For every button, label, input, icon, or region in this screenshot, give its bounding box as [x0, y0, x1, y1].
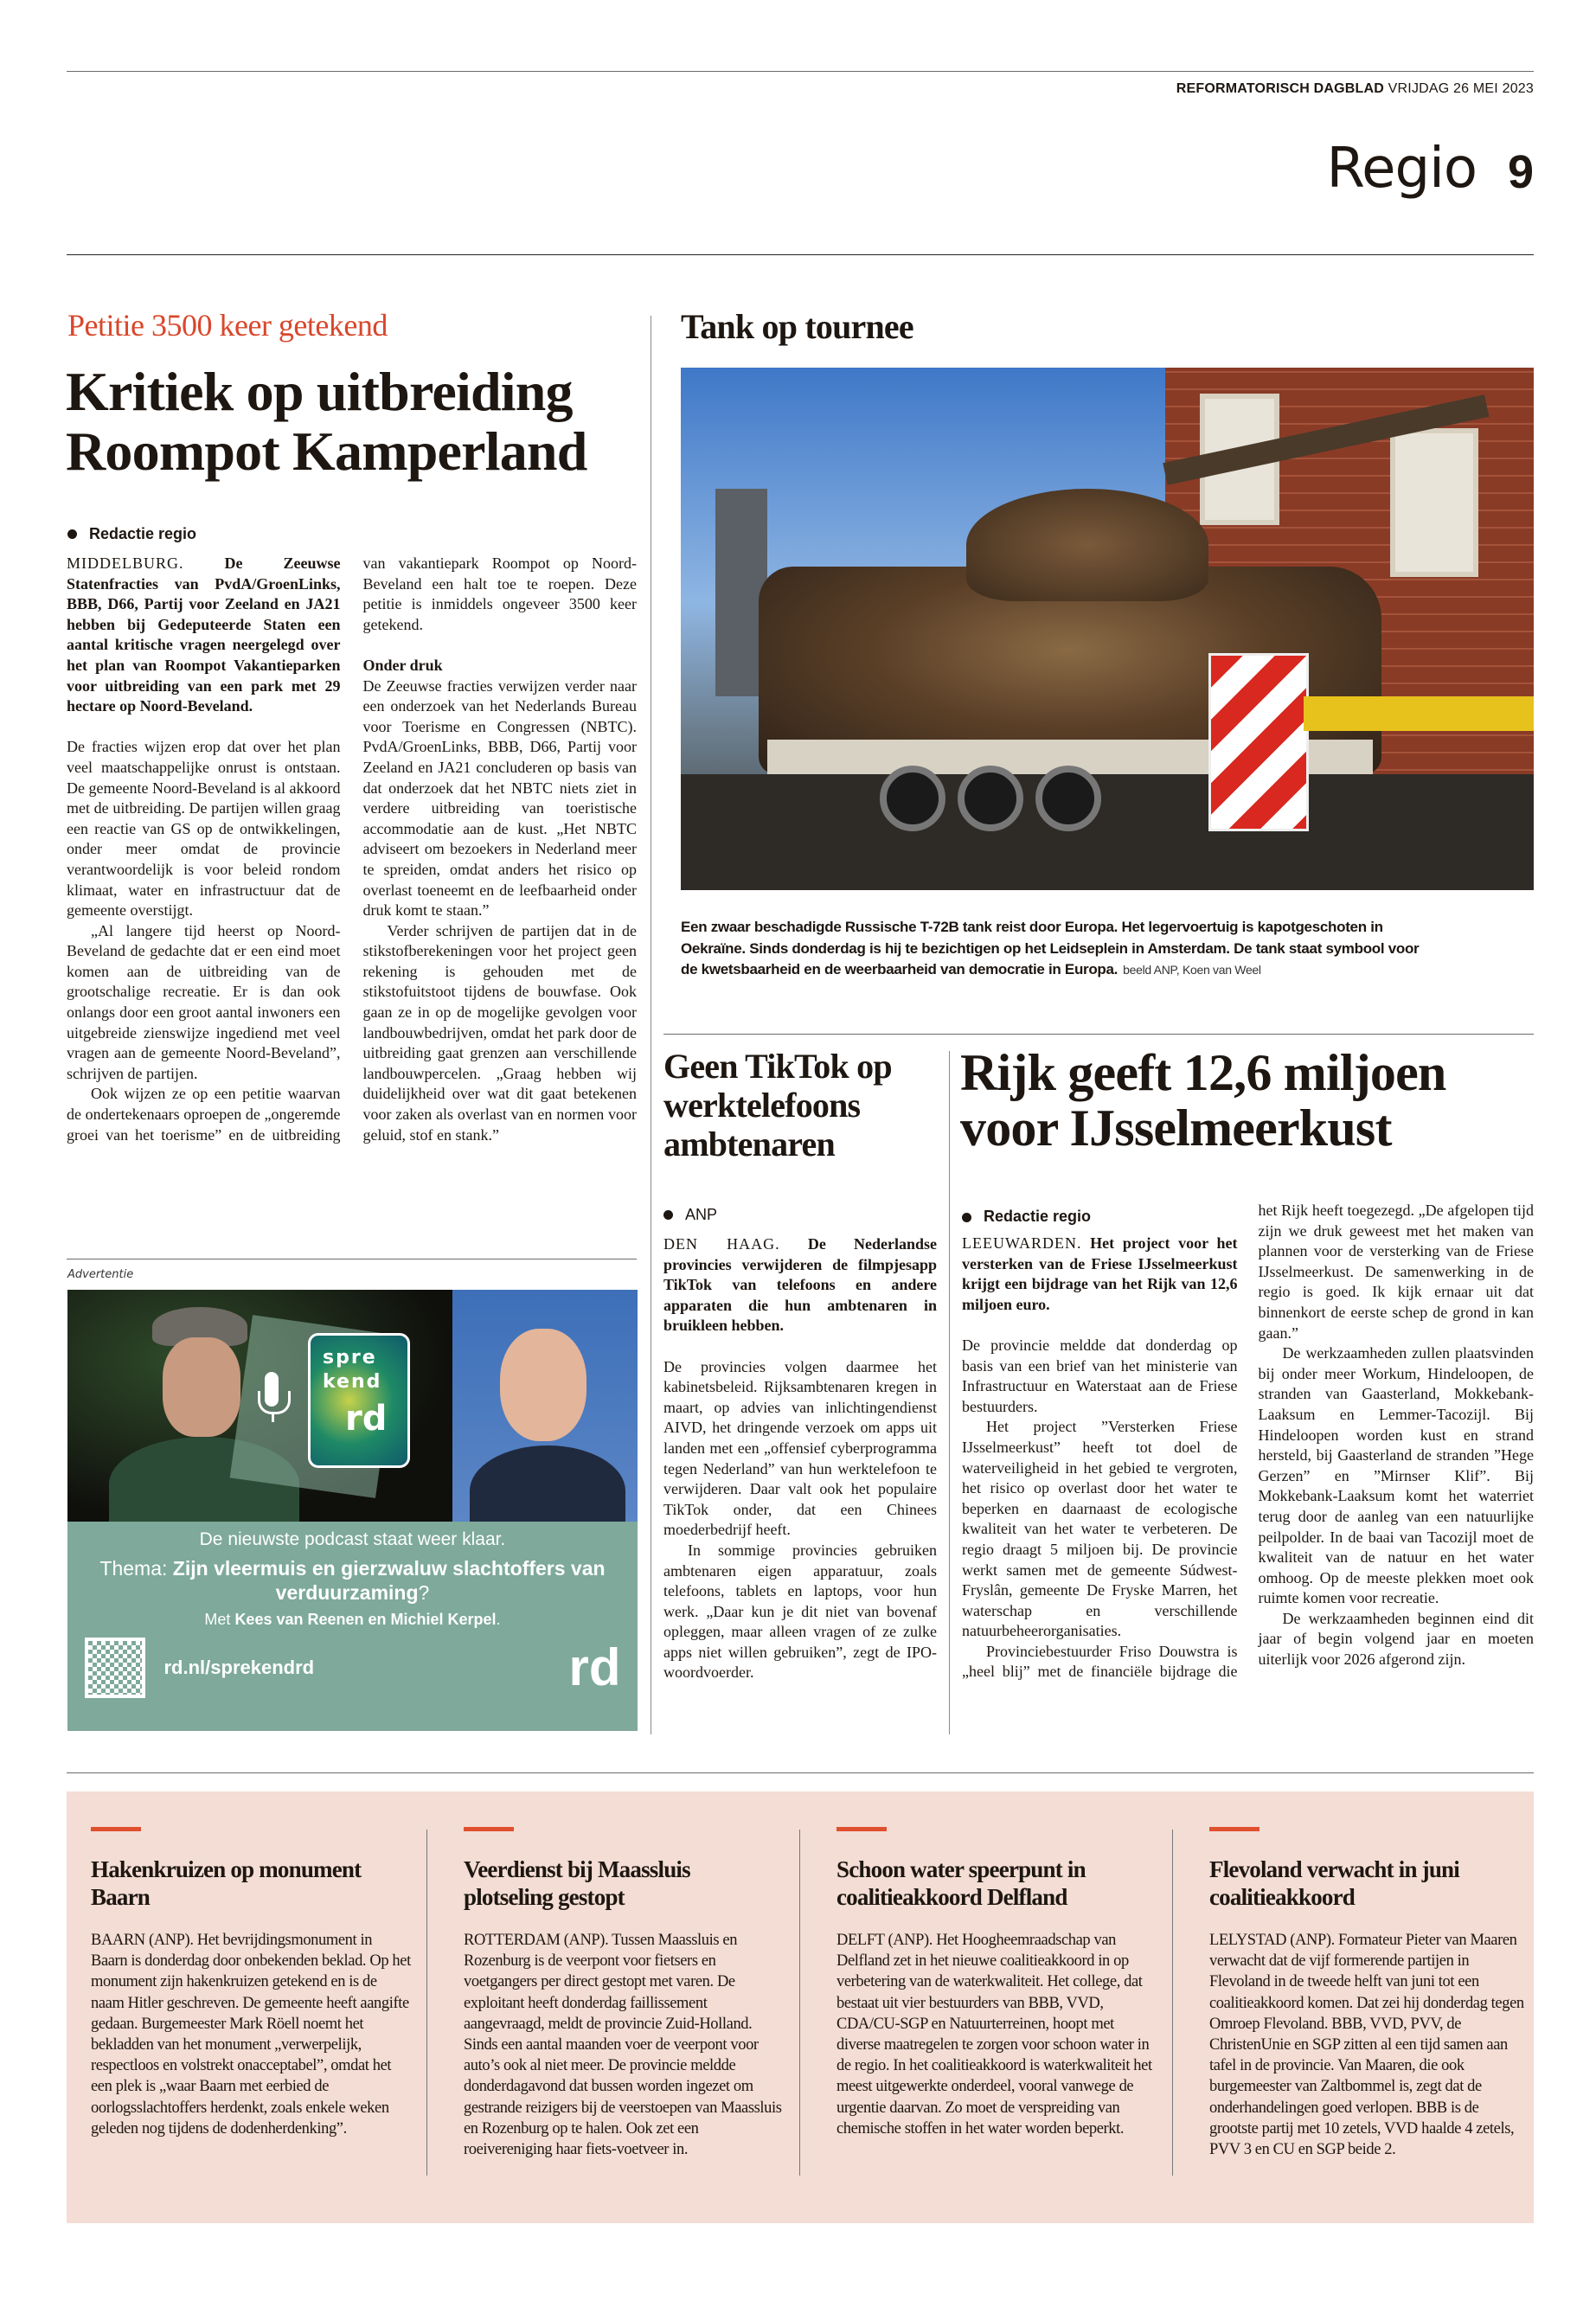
article-body: [67, 554, 637, 1145]
wheel: [958, 766, 1023, 831]
brief-divider: [1172, 1830, 1173, 2176]
tank-turret: [966, 489, 1208, 601]
brief-text: LELYSTAD (ANP). Formateur Pieter van Maaren verwacht dat de vijf formerende partijen in Flevoland in de tweede helft van juni tot een coalitieakkoord komen. Dat zei hij donderdag tegen Omroep Flevoland. BBB, VVD, PVV, de ChristenUnie en SGP zitten al een tijd samen aan tafel in de provincie. Van Maaren, die ook burgemeester van Zaltbommel is, zegt dat de onderhandelingen goed verlopen. BBB is de grootste partij met 10 zetels, VVD haalde 4 zetels, PVV 3 en CU en SGP beide 2.: [1209, 1932, 1524, 2159]
accent-bar: [1209, 1827, 1259, 1831]
dateline: LEEUWARDEN.: [962, 1234, 1082, 1252]
podcast-advertisement[interactable]: [67, 1290, 638, 1731]
ad-label: Advertentie: [67, 1268, 134, 1281]
paragraph: De provincie meldde dat donderdag op basis van een brief van het ministerie van Infrastructuur en Waterstaat aan de Friese bestuurders.: [962, 1336, 1238, 1415]
bullet-icon: [67, 529, 77, 539]
caption-text: Een zwaar beschadigde Russische T-72B tank reist door Europa. Het legervoertuig is kapotgeschoten in Oekraïne. Sinds donderdag is hij te bezichtigen op het Leidseplein in Amsterdam. De tank staat symbool voor de kwetsbaarheid en de weerbaarheid van democratie in Europa.: [681, 919, 1420, 977]
ad-url-row: [85, 1637, 621, 1699]
wheel: [880, 766, 945, 831]
tank-photo: [681, 368, 1534, 890]
paragraph: Verder schrijven de partijen dat in de stikstofberekeningen voor het project geen rekening is gehouden met de stikstofuitstoot tijdens de bouwfase. Ook gaan ze in op de mogelijke gevolgen voor landbouwbedrijven, omdat het park door de uitbreiding gaat grenzen aan verschillende landbouwpercelen. „Graag hebben wij duidelijkheid over wat dit gaat betekenen voor zaken als overlast van en normen voor geluid, stof en stank.”: [362, 921, 637, 1144]
logo-text: rd: [345, 1399, 388, 1439]
paragraph: Ook wijzen ze op een petitie waarvan de ondertekenaars oproepen de „ongeremde groei van het toerisme” en de uitbreiding van vakantiepark Roompot op Noord-Beveland een halt toe te roepen. Deze petitie is inmiddels ongeveer 3500 keer getekend.: [67, 554, 637, 1144]
tiktok-headline: Geen TikTok op werktelefoons ambtenaren: [663, 1047, 892, 1163]
guests-end: .: [496, 1611, 501, 1628]
header-rule: [67, 254, 1534, 255]
microphone-stand: [258, 1391, 291, 1414]
top-rule: [67, 71, 1534, 72]
brief-maassluis: [464, 1827, 784, 2160]
byline-text: Redactie regio: [984, 1208, 1092, 1226]
paragraph: In sommige provincies gebruiken ambtenaren eigen apparatuur, zoals telefoons, tablets en laptops, voor hun werk. „Daar kun je dit niet van bovenaf opleggen, maar alleen vragen of ze zulke apps niet willen gebruiken”, zegt de IPO-woordvoerder.: [663, 1541, 937, 1682]
briefs-rule: [67, 1772, 1534, 1773]
brief-headline: Hakenkruizen op monument Baarn: [91, 1856, 362, 1910]
brief-headline: Schoon water speerpunt in coalitieakkoord Delfland: [836, 1856, 1086, 1910]
ad-text-panel: [67, 1522, 638, 1731]
warning-sign: [1208, 653, 1309, 831]
brief-divider: [799, 1830, 800, 2176]
article-kicker: Petitie 3500 keer getekend: [67, 308, 388, 343]
photo-caption: [681, 917, 1425, 981]
issue-date: VRIJDAG 26 MEI 2023: [1388, 81, 1534, 96]
rijk-headline: [960, 1045, 1445, 1156]
wheel: [1035, 766, 1101, 831]
byline: [67, 525, 196, 543]
theme-end: ?: [418, 1581, 430, 1604]
accent-bar: [91, 1827, 141, 1831]
paragraph: Het project ”Versterken Friese IJsselmeerkust” heeft tot doel de waterveiligheid in het gebied te vergroten, het risico op overlast door het water te beperken en daarnaast de ecologische kwaliteit van het water te verbeteren. De regio draagt 5 miljoen bij. De provincie werkt samen met de gemeente Súdwest-Fryslân, gemeente De Fryske Marren, het waterschap en verschillende natuurbeheerorganisaties.: [962, 1418, 1238, 1640]
byline: [663, 1206, 717, 1224]
headline-line: Roompot Kamperland: [66, 420, 587, 483]
logo-text: kend: [323, 1371, 382, 1393]
section-title: Regio: [1326, 137, 1477, 201]
paragraph: „Al langere tijd heerst op Noord-Beveland de gedachte dat er een eind moet komen aan de uitbreiding van de grootschalige recreatie. Er is dan ook onlangs door een groot aantal inwoners een uitgebreide zienswijze ingediend met veel vragen aan de gemeente Noord-Beveland”, schrijven de partijen.: [67, 921, 341, 1082]
guests-names: Kees van Reenen en Michiel Kerpel: [234, 1611, 497, 1628]
paragraph: De werkzaamheden beginnen eind dit jaar of begin volgend jaar en moeten uiterlijk voor 2026 afgerond zijn.: [1258, 1609, 1534, 1669]
paragraph: De Zeeuwse fracties verwijzen verder naar een onderzoek van het Nederlands Bureau voor Toerisme en Congressen (NBTC). PvdA/GroenLinks, BBB, D66, Partij voor Zeeland en JA21 concluderen op basis van dat onderzoek dat het NBTC niets ziet in verdere uitbreiding van toeristische accommodatie aan de kust. „Het NBTC adviseert om bezoekers in Nederland meer te spreiden, omdat anders het risico op overlast toeneemt en de leefbaarheid onder druk komt te staan.”: [362, 676, 637, 920]
truck-stripe: [1304, 696, 1534, 731]
headline-line: Kritiek op uitbreiding: [66, 361, 573, 422]
building-window: [1390, 428, 1478, 577]
face: [500, 1329, 586, 1441]
photo-title: Tank op tournee: [681, 307, 913, 346]
brief-divider: [426, 1830, 427, 2176]
ad-theme: [85, 1556, 621, 1605]
sprekendrd-logo: [308, 1333, 410, 1468]
ad-guests: [204, 1610, 500, 1630]
headline-line: voor IJsselmeerkust: [960, 1099, 1392, 1157]
accent-bar: [464, 1827, 514, 1831]
byline: [962, 1201, 1238, 1234]
jacket: [470, 1445, 625, 1522]
rijk-body: [962, 1201, 1534, 1682]
subhead: Onder druk: [362, 656, 443, 674]
article-intro: [962, 1234, 1238, 1315]
guest-photo-michiel: [452, 1290, 638, 1522]
intro-text: Het project voor het versterken van de Friese IJsselmeerkust krijgt een bijdrage van het Rijk van 12,6 miljoen euro.: [962, 1234, 1238, 1313]
brief-headline: Veerdienst bij Maassluis plotseling gestopt: [464, 1856, 690, 1910]
paragraph: Provinciebestuurder Friso Douwstra is „heel blij” met de financiële bijdrage die het Rijk heeft toegezegd. „De afgelopen tijd zijn we druk geweest met het maken van plannen voor de versterking van de Friese IJsselmeerkust. De samenwerking in de regio is goed. Ik kijk ernaar uit dat binnenkort de eerste schep de grond in kan gaan.”: [962, 1202, 1534, 1681]
paragraph: De fracties wijzen erop dat over het plan veel maatschappelijke onrust is ontstaan. De gemeente Noord-Beveland is al akkoord met de uitbreiding. De partijen willen graag een reactie van GS op de ontwikkelingen, onder meer omdat de provincie verantwoordelijk is voor beleid rondom klimaat, water en infrastructuur dat de gemeente overstijgt.: [67, 738, 341, 920]
microphone-base: [272, 1412, 274, 1422]
brief-delfland: [836, 1827, 1157, 2139]
ad-line1: De nieuwste podcast staat weer klaar.: [199, 1529, 506, 1549]
masthead: [1176, 81, 1534, 97]
rd-logo: rd: [568, 1638, 621, 1696]
brief-baarn: [91, 1827, 411, 2139]
brief-text: ROTTERDAM (ANP). Tussen Maassluis en Rozenburg is de veerpont voor fietsers en voetgangers per direct gestopt met varen. De exploitant heeft donderdag faillissement aangevraagd, meldt de provincie Zuid-Holland. Sinds een aantal maanden voer de veerpont voor auto’s ook al niet meer. De provincie meldde donderdagavond dat bussen worden ingezet om gestrande reizigers bij de veerstoepen van Maassluis en Rozenburg op te halen. Ook zet een roeivereniging haar fiets-voetveer in.: [464, 1932, 782, 2159]
article-intro: [67, 554, 341, 717]
section-rule: [663, 1034, 1534, 1035]
theme-text: Zijn vleermuis en gierzwaluw slachtoffers van verduurzaming: [172, 1557, 606, 1604]
ad-url[interactable]: rd.nl/sprekendrd: [163, 1657, 315, 1678]
qr-code[interactable]: [85, 1638, 145, 1698]
brief-flevoland: [1209, 1827, 1529, 2160]
face: [163, 1337, 240, 1437]
intro-text: De Nederlandse provincies verwijderen de filmpjesapp TikTok van telefoons en andere apparaten die hun ambtenaren in bruikleen hebben.: [663, 1235, 937, 1335]
bullet-icon: [962, 1213, 971, 1222]
accent-bar: [836, 1827, 887, 1831]
paragraph: De provincies volgen daarmee het kabinetsbeleid. Rijksambtenaren kregen in maart, op advies van inlichtingendienst AIVD, het dringende verzoek om apps uit landen met een „offensief cyberprogramma tegen Nederland” van hun werktelefoon te verwijderen. Daar valt ook het populaire TikTok onder, dat een Chinees moederbedrijf heeft.: [663, 1357, 937, 1539]
intro-text: De Zeeuwse Statenfracties van PvdA/GroenLinks, BBB, D66, Partij voor Zeeland en JA21 hebben bij Gedeputeerde Staten een aantal kritische vragen neergelegd over het plan van Roompot Vakantieparken voor uitbreiding van een park met 29 hectare op Noord-Beveland.: [67, 554, 341, 715]
dateline: DEN HAAG.: [663, 1235, 780, 1253]
photo-credit: beeld ANP, Koen van Weel: [1123, 963, 1261, 977]
article-headline: [66, 362, 587, 481]
paragraph: De werkzaamheden zullen plaatsvinden bij onder meer Workum, Hindeloopen, de stranden van Gaasterland, Mokkebank-Laaksum en Lemmer-Tacozijl. Bij Hindeloopen worden kust en strand hersteld, bij Gaasterland de stranden ”Hege Gerzen” en ”Mirnser Klif”. Bij Mokkebank-Laaksum komt het waterriet terug door de aanleg van een natuurlijke peilpolder. In de baai van Tacozijl moet de kwaliteit van de natuur en het water omhoog. Op de meeste plekken moet ook ruimte komen voor recreatie.: [1258, 1344, 1534, 1607]
byline-text: ANP: [685, 1206, 718, 1223]
page-number: 9: [1507, 146, 1534, 198]
column-divider: [949, 1051, 950, 1734]
theme-label: Thema:: [99, 1557, 168, 1580]
tiktok-body: [663, 1234, 937, 1683]
dateline: MIDDELBURG.: [67, 554, 184, 572]
article-intro: [663, 1234, 937, 1336]
publication-name: REFORMATORISCH DAGBLAD: [1176, 81, 1385, 96]
bullet-icon: [663, 1210, 673, 1220]
byline-text: Redactie regio: [89, 525, 197, 542]
brief-headline: Flevoland verwacht in juni coalitieakkoord: [1209, 1856, 1459, 1910]
brief-text: BAARN (ANP). Het bevrijdingsmonument in Baarn is donderdag door onbekenden beklad. Op het monument zijn hakenkruizen getekend en is de naam Hitler geschreven. De gemeente heeft aangifte gedaan. Burgemeester Mark Röell noemt het bekladden van het monument „verwerpelijk, respectloos en volstrekt onacceptabel”, omdat het een plek is „waar Baarn met eerbied de oorlogsslachtoffers herdenkt, zoals enkele weken geleden nog tijdens de dodenherdenking”.: [91, 1932, 411, 2138]
guests-prefix: Met: [204, 1611, 231, 1628]
street: [681, 774, 1534, 890]
headline-line: Rijk geeft 12,6 miljoen: [960, 1044, 1446, 1101]
brief-text: DELFT (ANP). Het Hoogheemraadschap van Delfland zet in het nieuwe coalitieakkoord in op verbetering van de waterkwaliteit. Het college, dat bestaat uit vier bestuurders van BBB, VVD, CDA/CU-SGP en Natuurterreinen, hoopt met diverse maatregelen te zorgen voor schoon water in de regio. In het coalitieakkoord is waterkwaliteit het meest uitgewerkte onderdeel, vooral vanwege de urgentie daarvan. Zo moet de verspreiding van chemische stoffen in het water worden beperkt.: [836, 1932, 1152, 2138]
logo-text: spre: [323, 1347, 377, 1368]
